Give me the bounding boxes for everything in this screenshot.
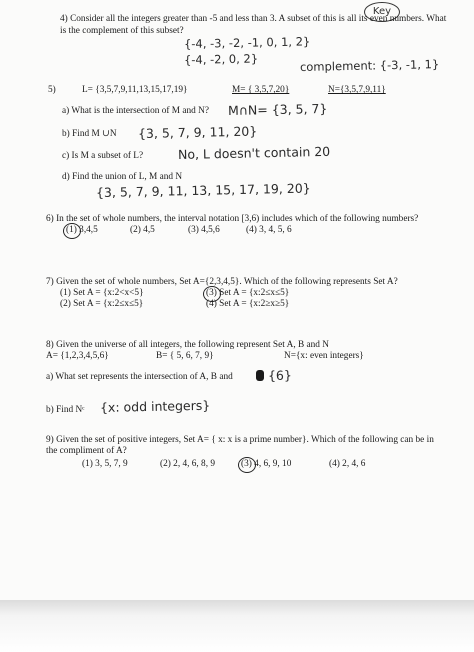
q4-line2: is the complement of this subset?: [60, 26, 184, 36]
q4-answer-even: {-4, -2, 0, 2}: [183, 51, 259, 67]
q8-set-B: B= { 5, 6, 7, 9}: [156, 351, 214, 361]
q8a-answer: {6}: [267, 367, 293, 383]
q7-option-2: (2) Set A = {x:2≤x≤5}: [60, 299, 144, 309]
q9-line1: 9) Given the set of positive integers, Set A= { x: x is a prime number}. Which of the following can be in: [46, 435, 434, 445]
q9-line2: the compliment of A?: [46, 446, 127, 456]
q5a-answer: M∩N= {3, 5, 7}: [227, 100, 328, 118]
q7-option-3: (3) Set A = {x:2≤x≤5}: [206, 288, 290, 298]
q5c-answer: No, L doesn't contain 20: [177, 143, 331, 162]
key-label: Key: [364, 2, 400, 22]
q5b-answer: {3, 5, 7, 9, 11, 20}: [137, 123, 258, 141]
q4-answer-complement: complement: {-3, -1, 1}: [299, 57, 440, 74]
q8-set-A: A= {1,2,3,4,5,6}: [46, 351, 109, 361]
scribbled-out-letter: [256, 370, 264, 381]
q4-line1: 4) Consider all the integers greater than -5 and less than 3. A subset of this is all its even numbers. What: [60, 14, 447, 24]
q6-text: 6) In the set of whole numbers, the interval notation [3,6) includes which of the following numbers?: [46, 214, 419, 224]
q5-set-N: N={3,5,7,9,11}: [328, 85, 386, 95]
q8a-text: a) What set represents the intersection of A, B and: [46, 372, 233, 382]
q7-option-1: (1) Set A = {x:2<x<5}: [60, 288, 144, 298]
q6-option-1: (1) 3,4,5: [66, 225, 98, 235]
q6-option-2: (2) 4,5: [130, 225, 155, 235]
q6-option-4: (4) 3, 4, 5, 6: [246, 225, 292, 235]
q8b-text: b) Find Nᶜ: [46, 405, 85, 415]
q8b-answer: {x: odd integers}: [99, 397, 211, 415]
q8-text: 8) Given the universe of all integers, the following represent Set A, B and N: [46, 340, 329, 350]
q4-answer-full: {-4, -3, -2, -1, 0, 1, 2}: [183, 34, 311, 51]
q9-option-4: (4) 2, 4, 6: [329, 459, 366, 469]
q5-set-L: L= {3,5,7,9,11,13,15,17,19}: [82, 85, 188, 95]
q9-option-1: (1) 3, 5, 7, 9: [82, 459, 128, 469]
q9-option-3: (3) 4, 6, 9, 10: [241, 459, 292, 469]
q7-option-4: (4) Set A = {x:2≥x≥5}: [206, 299, 290, 309]
q5a-text: a) What is the intersection of M and N?: [62, 106, 209, 116]
scanner-edge: [0, 600, 474, 652]
q5b-text: b) Find M ∪N: [62, 129, 117, 139]
q7-text: 7) Given the set of whole numbers, Set A={2,3,4,5}. Which of the following represents Set A?: [46, 277, 398, 287]
q8-set-N: N={x: even integers}: [284, 351, 364, 361]
q5c-text: c) Is M a subset of L?: [62, 151, 144, 161]
q5d-answer: {3, 5, 7, 9, 11, 13, 15, 17, 19, 20}: [95, 180, 311, 200]
q5d-text: d) Find the union of L, M and N: [62, 172, 183, 182]
q5-set-M: M= { 3,5,7,20}: [232, 85, 290, 95]
q5-number: 5): [48, 85, 56, 95]
q9-option-2: (2) 2, 4, 6, 8, 9: [160, 459, 216, 469]
q6-option-3: (3) 4,5,6: [188, 225, 220, 235]
